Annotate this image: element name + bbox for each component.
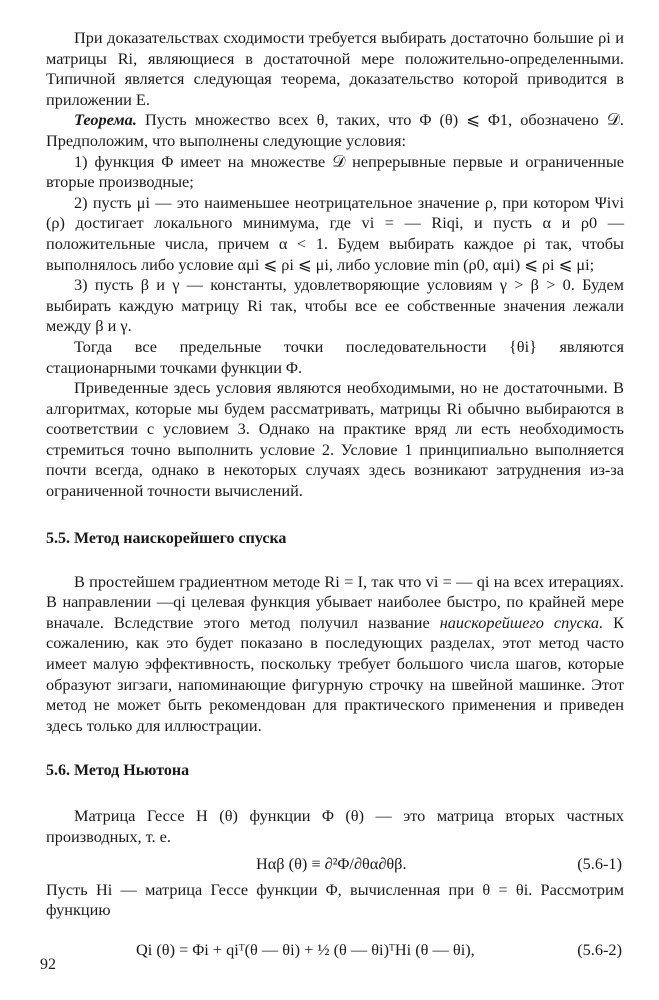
- theorem-paragraph: [46, 110, 624, 151]
- equation-5-6-1-number: (5.6-1): [577, 853, 622, 873]
- section-5-5-text-a: В простейшем градиентном методе Ri = I, так что vi = — qi на всех итерациях. В направлении —qi целевая функция убывает наиболее быстро, по крайней мере вначале. Вследствие этого метод получил название: [46, 571, 624, 632]
- page-number: 92: [40, 956, 56, 973]
- equation-5-6-2-number: (5.6-2): [577, 939, 622, 959]
- intro-paragraph: При доказательствах сходимости требуется выбирать достаточно большие ρi и матрицы Ri, являющиеся в достаточной мере положительно-определенными. Типичной является следующая теорема, доказательство которой приводится в приложении Е.: [46, 28, 624, 109]
- hessian-definition-paragraph: Пусть Hi — матрица Гессе функции Φ, вычисленная при θ = θi. Рассмотрим функцию: [46, 879, 624, 920]
- steepest-descent-term: наискорейшего спуска.: [439, 612, 604, 632]
- equation-5-6-2-body: Qi (θ) = Φi + qiᵀ(θ — θi) + ½ (θ — θi)ᵀHi (θ — θi),: [136, 939, 475, 959]
- section-5-5-title: 5.5. Метод наискорейшего спуска: [46, 529, 287, 547]
- equation-5-6-1: [46, 852, 624, 876]
- condition-2: 2) пусть μi — это наименьшее неотрицательное значение ρ, при котором Ψivi (ρ) достигает локального минимума, где vi = — Riqi, и пусть α и ρ0 — положительные числа, причем α < 1. Будем выбирать каждое ρi так, чтобы выполнялось либо условие αμi ⩽ ρi ⩽ μi, либо условие min (ρ0, αμi) ⩽ ρi ⩽ μi;: [46, 192, 624, 274]
- theorem-text: Пусть множество всех θ, таких, что Φ (θ) ⩽ Φ1, обозначено 𝒟. Предположим, что выполнены следующие условия:: [46, 110, 624, 150]
- conclusion-paragraph: Тогда все предельные точки последовательности {θi} являются стационарными точками функции Φ.: [46, 336, 624, 377]
- section-5-6-paragraph: Матрица Гессе H (θ) функции Φ (θ) — это матрица вторых частных производных, т. е.: [46, 806, 624, 846]
- theorem-heading: Теорема.: [74, 110, 137, 130]
- equation-5-6-1-body: Hαβ (θ) ≡ ∂²Φ/∂θα∂θβ.: [256, 853, 407, 873]
- section-5-5-paragraph: [46, 572, 624, 737]
- condition-3: 3) пусть β и γ — константы, удовлетворяющие условиям γ > β > 0. Будем выбирать каждую матрицу Ri так, чтобы все ее собственные значения лежали между β и γ.: [46, 275, 624, 336]
- condition-1: 1) функция Φ имеет на множестве 𝒟 непрерывные первые и ограниченные вторые производные;: [46, 151, 624, 192]
- equation-5-6-2: [46, 927, 624, 973]
- section-5-5-text-b: К сожалению, как это будет показано в последующих разделах, этот метод часто имеет малую эффективность, поскольку требует большого числа шагов, которые образуют зигзаги, напоминающие фигурную строчку на швейной машинке. Этот метод не может быть рекомендован для практического применения и приведен здесь только для иллюстрации.: [46, 612, 624, 735]
- section-5-6-title: 5.6. Метод Ньютона: [46, 762, 190, 780]
- page-content: [46, 28, 624, 973]
- remark-paragraph: Приведенные здесь условия являются необходимыми, но не достаточными. В алгоритмах, которые мы будем рассматривать, матрицы Ri обычно выбираются в соответствии с условием 3. Однако на практике вряд ли есть необходимость стремиться точно выполнить условие 2. Условие 1 принципиально выполняется почти всегда, однако в некоторых случаях здесь возникают затруднения из-за ограниченной точности вычислений.: [46, 378, 624, 501]
